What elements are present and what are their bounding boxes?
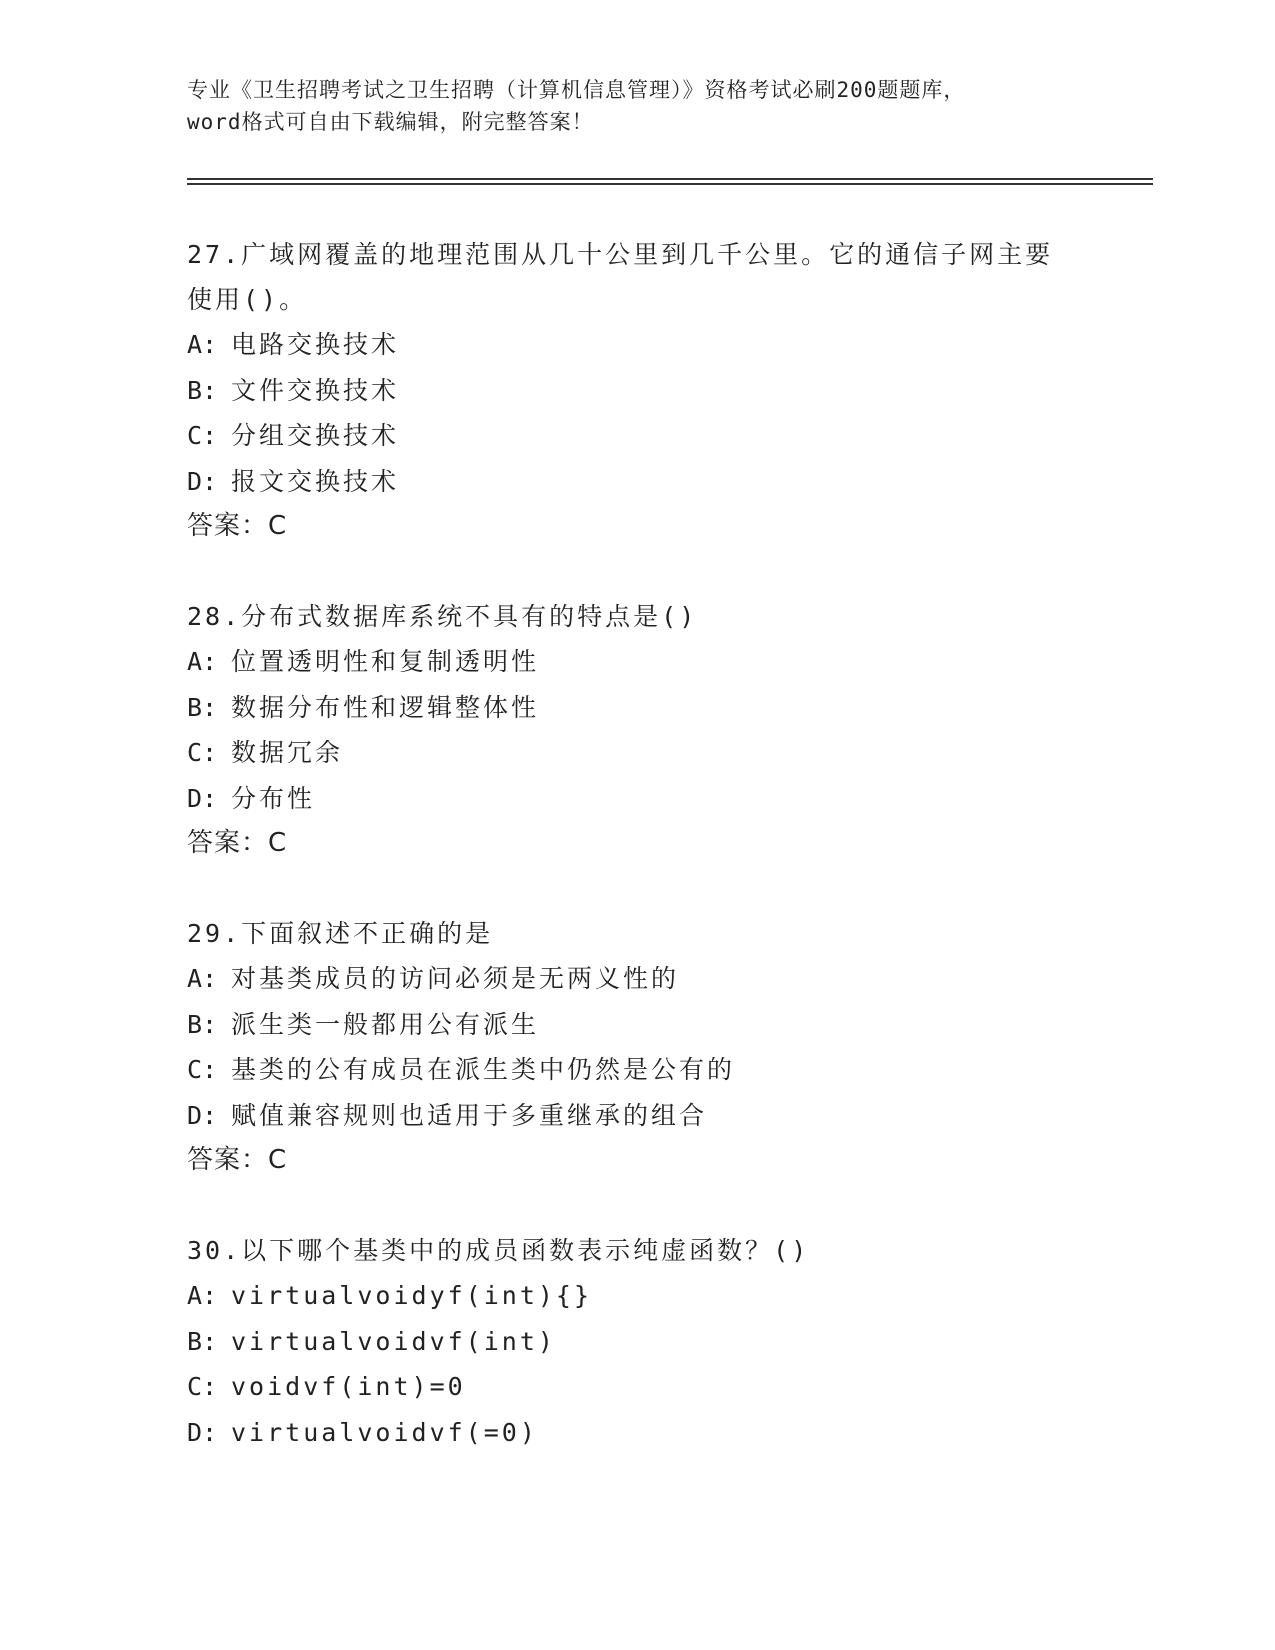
question-stem: 29.下面叙述不正确的是 [187, 919, 494, 948]
option-a [187, 322, 1147, 368]
option-text: 电路交换技术 [231, 330, 400, 359]
option-letter: B: [187, 692, 218, 722]
option-a [187, 639, 1147, 685]
answer-line [187, 821, 1147, 866]
option-text: voidvf(int)=0 [231, 1372, 466, 1401]
option-d [187, 1410, 1147, 1456]
option-letter: D: [187, 466, 218, 496]
answer-label: 答案： [187, 828, 269, 858]
option-letter: B: [187, 375, 218, 405]
option-text: 数据分布性和逻辑整体性 [231, 692, 540, 722]
header-line-2: word格式可自由下载编辑，附完整答案！ [187, 110, 594, 134]
option-letter: D: [187, 1100, 218, 1130]
option-text: 文件交换技术 [231, 375, 400, 405]
option-text: 派生类一般都用公有派生 [231, 1009, 540, 1039]
option-c [187, 730, 1147, 776]
option-text: 分组交换技术 [231, 421, 400, 450]
option-letter: D: [187, 1417, 218, 1447]
option-letter: A: [187, 964, 218, 993]
option-text: 分布性 [231, 783, 316, 813]
option-text: 对基类成员的访问必须是无两义性的 [231, 964, 680, 993]
answer-label: 答案： [187, 511, 269, 541]
answer-line [187, 1138, 1147, 1183]
question-stem: 28.分布式数据库系统不具有的特点是() [187, 602, 698, 631]
question-list [187, 232, 1147, 1500]
option-b [187, 1319, 1147, 1365]
option-c [187, 413, 1147, 459]
header-divider-top [187, 178, 1153, 180]
answer-value: C [268, 511, 288, 541]
question-27 [187, 232, 1147, 549]
option-text: virtualvoidyf(int){} [231, 1281, 593, 1310]
question-stem-continued: 使用()。 [187, 285, 308, 314]
option-letter: D: [187, 783, 218, 813]
header-divider-bottom [187, 183, 1153, 185]
question-stem: 30.以下哪个基类中的成员函数表示纯虚函数？() [187, 1236, 810, 1265]
option-b [187, 368, 1147, 414]
question-29 [187, 911, 1147, 1183]
option-a [187, 956, 1147, 1002]
option-letter: B: [187, 1009, 218, 1039]
question-28 [187, 594, 1147, 866]
question-stem: 27.广域网覆盖的地理范围从几十公里到几千公里。它的通信子网主要 [187, 240, 1054, 269]
answer-value: C [268, 1145, 288, 1175]
answer-line [187, 504, 1147, 549]
option-a [187, 1273, 1147, 1319]
option-text: 数据冗余 [231, 738, 344, 767]
answer-value: C [268, 828, 288, 858]
option-d [187, 776, 1147, 822]
option-text: virtualvoidvf(=0) [231, 1417, 538, 1447]
option-d [187, 1093, 1147, 1139]
question-30 [187, 1228, 1147, 1455]
option-letter: C: [187, 421, 218, 450]
option-c [187, 1047, 1147, 1093]
option-letter: A: [187, 330, 218, 359]
option-c [187, 1364, 1147, 1410]
document-header [187, 74, 1087, 138]
option-b [187, 685, 1147, 731]
option-text: 基类的公有成员在派生类中仍然是公有的 [231, 1055, 736, 1084]
option-letter: C: [187, 1372, 218, 1401]
option-letter: C: [187, 1055, 218, 1084]
answer-label: 答案： [187, 1145, 269, 1175]
option-letter: C: [187, 738, 218, 767]
option-text: 报文交换技术 [231, 466, 400, 496]
option-letter: A: [187, 647, 218, 676]
option-b [187, 1002, 1147, 1048]
option-letter: A: [187, 1281, 218, 1310]
header-line-1: 专业《卫生招聘考试之卫生招聘（计算机信息管理）》资格考试必刷200题题库， [187, 78, 966, 102]
option-text: 位置透明性和复制透明性 [231, 647, 540, 676]
option-d [187, 459, 1147, 505]
option-text: 赋值兼容规则也适用于多重继承的组合 [231, 1100, 708, 1130]
option-text: virtualvoidvf(int) [231, 1326, 556, 1356]
option-letter: B: [187, 1326, 218, 1356]
